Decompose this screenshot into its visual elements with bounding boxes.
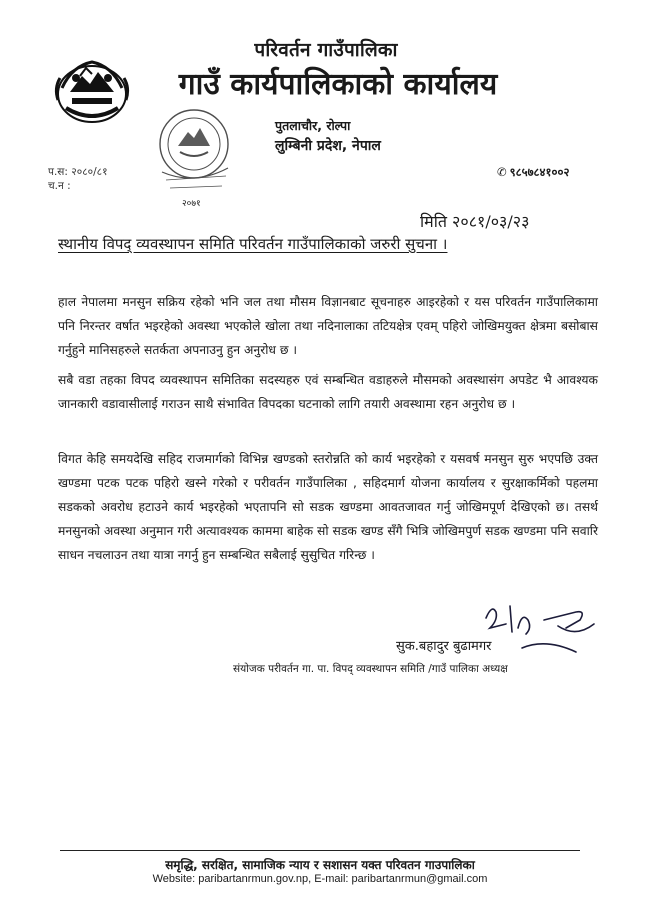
- phone-icon: ✆: [497, 165, 507, 179]
- office-name: गाउँ कार्यपालिकाको कार्यालय: [178, 67, 498, 102]
- office-phone: [497, 165, 569, 180]
- handwritten-signature: [426, 598, 606, 666]
- signatory-name: सुक.बहादुर बुढामगर: [396, 639, 492, 654]
- footer-divider: [60, 850, 580, 851]
- nepal-emblem-icon: [52, 48, 132, 126]
- notice-date: मिति २०८१/०३/२३: [420, 212, 530, 231]
- signatory-title: संयोजक परीवर्तन गा. पा. विपद् व्यवस्थापन समिति /गाउँ पालिका अध्यक्ष: [233, 663, 508, 675]
- notice-subject: स्थानीय विपद् व्यवस्थापन समिति परिवर्तन गाउँपालिकाको जरुरी सुचना ।: [58, 235, 448, 253]
- address-line-1: पुतलाचौर, रोल्पा: [275, 118, 351, 133]
- address-line-2: लुम्बिनी प्रदेश, नेपाल: [275, 138, 381, 154]
- dispatch-number: च.न :: [48, 180, 71, 192]
- notice-paragraph-1: हाल नेपालमा मनसुन सक्रिय रहेको भनि जल तथा मौसम विज्ञानबाट सूचनाहरु आइरहेको र यस परिवर्तन गाउँपालिकामा पनि निरन्तर वर्षात भइरहेको अवस्था भएकोले खोला तथा नदिनालाका तटियक्षेत्र एवम् पहिरो जोखिमयुक्त क्षेत्रमा बसोबास गर्नुहुने मानिसहरुले सतर्कता अपनाउनु हुन अनुरोध छ ।: [58, 295, 598, 357]
- reference-number: प.स: २०८०/८१: [48, 166, 108, 178]
- footer-contact: Website: paribartanrmun.gov.np, E-mail: paribartanrmun@gmail.com: [152, 873, 488, 885]
- footer-motto: समृद्धि, सरक्षित, सामाजिक न्याय र सशासन यक्त परिवतन गाउपालिका: [165, 858, 475, 872]
- office-stamp: [142, 102, 254, 210]
- notice-paragraph-3: विगत केहि समयदेखि सहिद राजमार्गको विभिन्न खण्डको स्तरोन्नति को कार्य भइरहेको र यसवर्ष मनसुन सुरु भएपछि उक्त खण्डमा पटक पटक पहिरो खस्ने गरेको र परीवर्तन गाउँपालिका , सहिदमार्ग योजना कार्यालय र सुरक्षाकर्मिको पहलमा सडकको अवरोध हटाउने कार्य भइरहेको भएतापनि सो सडक खण्डमा आवतजावत गर्नु जोखिमपूर्ण देखिएको छ। तसर्थ मनसुनको अवस्था अनुमान गरी अत्यावश्यक काममा बाहेक सो सडक खण्ड सँगै भित्रि जोखिमपुर्ण सडक खण्डमा पनि सवारि साधन नचलाउन तथा यात्रा नगर्नु हुन सम्बन्धित सबैलाई सुसुचित गरिन्छ ।: [58, 452, 598, 562]
- stamp-year: २०७१: [182, 199, 201, 209]
- reference-block: [48, 165, 108, 193]
- phone-number: ९८५७८४१००२: [509, 165, 570, 179]
- municipality-name: परिवर्तन गाउँपालिका: [254, 39, 398, 61]
- notice-paragraph-2: सबै वडा तहका विपद व्यवस्थापन समितिका सदस्यहरु एवं सम्बन्धित वडाहरुले मौसमको अवस्थासंग अपडेट भै आवश्यक जानकारी वडावासीलाई गराउन साथै संभावित विपदका घटनाको लागि तयारी अवस्थामा रहन अनुरोध छ ।: [58, 373, 598, 411]
